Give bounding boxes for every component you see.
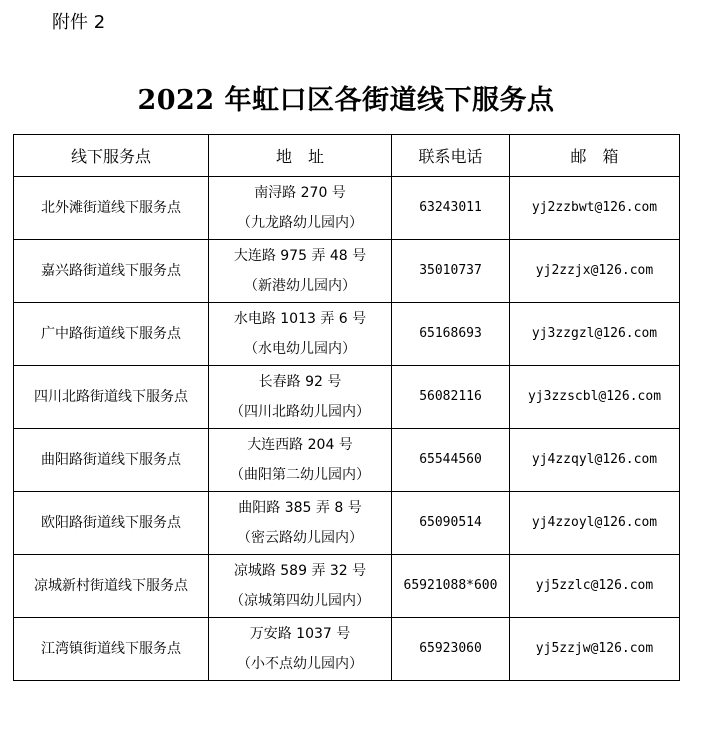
address-cell bbox=[209, 177, 392, 240]
address-cell bbox=[209, 429, 392, 492]
service-point-name: 凉城新村街道线下服务点 bbox=[14, 555, 209, 618]
address-location: （小不点幼儿园内） bbox=[237, 656, 363, 672]
phone-cell: 65921088*600 bbox=[392, 555, 510, 618]
header-email: 邮 箱 bbox=[510, 135, 680, 177]
address-location: （密云路幼儿园内） bbox=[237, 530, 363, 546]
header-service-point: 线下服务点 bbox=[14, 135, 209, 177]
service-point-name: 曲阳路街道线下服务点 bbox=[14, 429, 209, 492]
page-title: 2022 年虹口区各街道线下服务点 bbox=[137, 85, 555, 116]
address-street: 曲阳路 385 弄 8 号 bbox=[238, 500, 362, 516]
attachment-label: 附件 2 bbox=[52, 12, 106, 33]
table-row bbox=[14, 177, 680, 240]
address-street: 大连西路 204 号 bbox=[247, 437, 353, 453]
header-phone: 联系电话 bbox=[392, 135, 510, 177]
address-location: （水电幼儿园内） bbox=[244, 341, 356, 357]
address-cell bbox=[209, 555, 392, 618]
address-cell bbox=[209, 618, 392, 681]
table-row bbox=[14, 555, 680, 618]
table-row bbox=[14, 618, 680, 681]
address-street: 大连路 975 弄 48 号 bbox=[233, 248, 367, 264]
service-point-name: 四川北路街道线下服务点 bbox=[14, 366, 209, 429]
table-row bbox=[14, 240, 680, 303]
phone-cell: 65168693 bbox=[392, 303, 510, 366]
address-location: （九龙路幼儿园内） bbox=[237, 215, 363, 231]
address-cell bbox=[209, 240, 392, 303]
email-cell: yj3zzscbl@126.com bbox=[510, 366, 680, 429]
address-street: 长春路 92 号 bbox=[258, 374, 342, 390]
service-point-name: 嘉兴路街道线下服务点 bbox=[14, 240, 209, 303]
phone-cell: 65544560 bbox=[392, 429, 510, 492]
address-street: 凉城路 589 弄 32 号 bbox=[233, 563, 367, 579]
header-address: 地 址 bbox=[209, 135, 392, 177]
email-cell: yj5zzjw@126.com bbox=[510, 618, 680, 681]
phone-cell: 65090514 bbox=[392, 492, 510, 555]
address-street: 水电路 1013 弄 6 号 bbox=[233, 311, 367, 327]
email-cell: yj5zzlc@126.com bbox=[510, 555, 680, 618]
table-header-row bbox=[14, 135, 680, 177]
phone-cell: 56082116 bbox=[392, 366, 510, 429]
address-cell bbox=[209, 303, 392, 366]
address-location: （凉城第四幼儿园内） bbox=[230, 593, 370, 609]
email-cell: yj2zzbwt@126.com bbox=[510, 177, 680, 240]
table-row bbox=[14, 492, 680, 555]
service-point-name: 欧阳路街道线下服务点 bbox=[14, 492, 209, 555]
address-location: （曲阳第二幼儿园内） bbox=[230, 467, 370, 483]
address-street: 万安路 1037 号 bbox=[249, 626, 351, 642]
table-row bbox=[14, 366, 680, 429]
table-row bbox=[14, 429, 680, 492]
address-location: （新港幼儿园内） bbox=[244, 278, 356, 294]
email-cell: yj4zzqyl@126.com bbox=[510, 429, 680, 492]
email-cell: yj3zzgzl@126.com bbox=[510, 303, 680, 366]
table-row bbox=[14, 303, 680, 366]
service-point-name: 广中路街道线下服务点 bbox=[14, 303, 209, 366]
phone-cell: 35010737 bbox=[392, 240, 510, 303]
service-points-table bbox=[13, 134, 680, 681]
address-location: （四川北路幼儿园内） bbox=[230, 404, 370, 420]
email-cell: yj2zzjx@126.com bbox=[510, 240, 680, 303]
phone-cell: 63243011 bbox=[392, 177, 510, 240]
service-point-name: 北外滩街道线下服务点 bbox=[14, 177, 209, 240]
phone-cell: 65923060 bbox=[392, 618, 510, 681]
address-cell bbox=[209, 366, 392, 429]
email-cell: yj4zzoyl@126.com bbox=[510, 492, 680, 555]
address-street: 南浔路 270 号 bbox=[254, 185, 346, 201]
address-cell bbox=[209, 492, 392, 555]
service-point-name: 江湾镇街道线下服务点 bbox=[14, 618, 209, 681]
